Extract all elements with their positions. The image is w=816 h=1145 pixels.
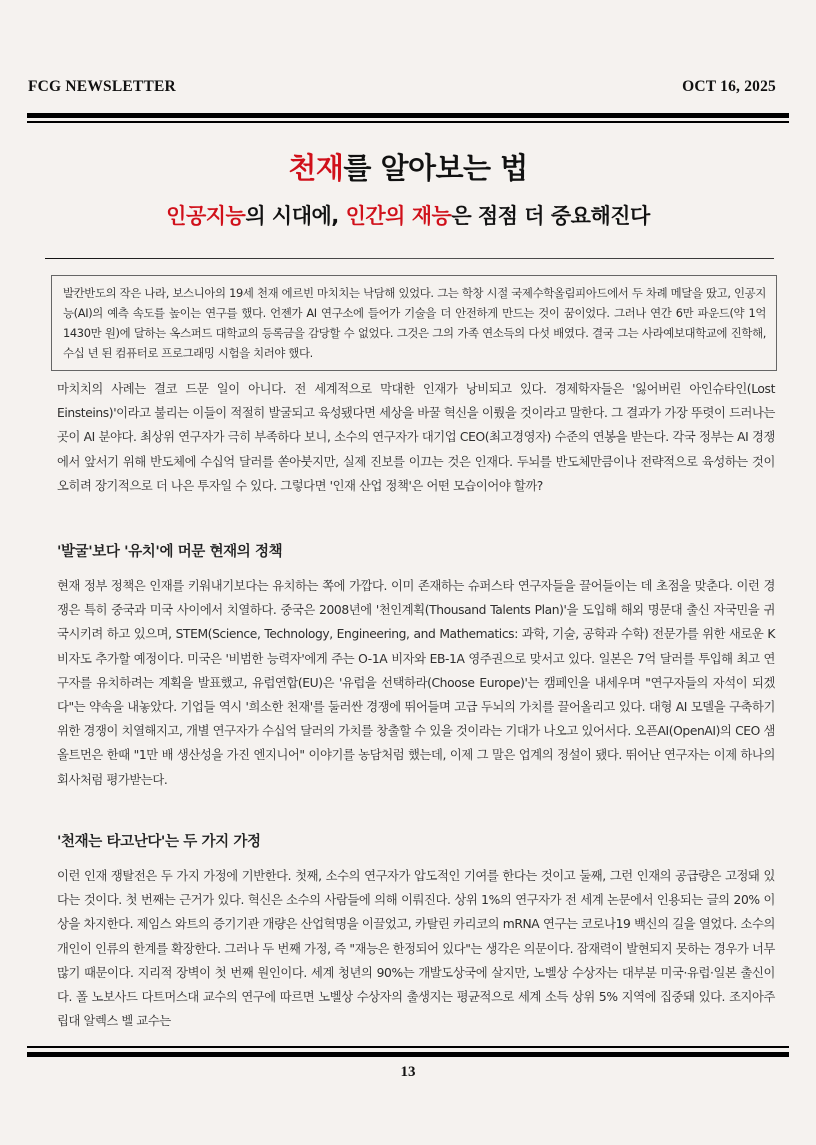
subtitle-highlight-2: 인간의 재능 [345,204,452,228]
intro-paragraph: 마치치의 사례는 결코 드문 일이 아니다. 전 세계적으로 막대한 인재가 낭비되고 있다. 경제학자들은 '잃어버린 아인슈타인(Lost Einsteins)'이라고 불리는 이들이 적절히 발굴되고 육성됐다면 세상을 바꿀 혁신을 이뤘을 것이라고 말한다. 그 결과가 가장 뚜렷이 드러나는 곳이 AI 분야다. 최상위 연구자가 극히 부족하다 보니, 소수의 연구자가 대기업 CEO(최고경영자) 수준의 연봉을 받는다. 각국 정부는 AI 경쟁에서 앞서기 위해 반도체에 수십억 달러를 쏟아붓지만, 실제 진보를 이끄는 것은 인재다. 두뇌를 반도체만큼이나 전략적으로 육성하는 것이 오히려 장기적으로 더 나은 투자일 수 있다. 그렇다면 '인재 산업 정책'은 어떤 모습이어야 할까? [57,382,775,493]
lede-callout-box [51,275,777,371]
subtitle-text-1: 의 시대에, [245,204,346,228]
title-divider [45,258,774,259]
issue-date: OCT 16, 2025 [682,78,776,95]
footer-rule-thin [27,1046,789,1048]
publication-name: FCG NEWSLETTER [28,78,176,95]
section-heading-1: '발굴'보다 '유치'에 머문 현재의 정책 [57,544,283,560]
masthead [28,78,776,96]
page-subtitle [0,200,816,230]
header-rule-thin [27,121,789,123]
header-rule-thick [27,113,789,118]
subtitle-highlight-1: 인공지능 [166,204,246,228]
page-number: 13 [400,1064,416,1080]
subtitle-text-2: 은 점점 더 중요해진다 [451,204,650,228]
title-highlight: 천재 [288,151,344,185]
page-title [0,146,816,187]
footer-rule-thick [27,1052,789,1057]
title-rest: 를 알아보는 법 [343,151,528,185]
section-paragraph-2: 이런 인재 쟁탈전은 두 가지 가정에 기반한다. 첫째, 소수의 연구자가 압도적인 기여를 한다는 것이고 둘째, 그런 인재의 공급량은 고정돼 있다는 것이다. 첫 번째는 근거가 있다. 혁신은 소수의 사람들에 의해 이뤄진다. 상위 1%의 연구자가 전 세계 논문에서 인용되는 글의 20% 이상을 차지한다. 제임스 와트의 증기기관 개량은 산업혁명을 이끌었고, 카탈린 카리코의 mRNA 연구는 코로나19 백신의 길을 열었다. 소수의 개인이 인류의 한계를 확장한다. 그러나 두 번째 가정, 즉 "재능은 한정되어 있다"는 생각은 의문이다. 잠재력이 발현되지 못하는 경우가 너무 많기 때문이다. 지리적 장벽이 첫 번째 원인이다. 세계 청년의 90%는 개발도상국에 살지만, 노벨상 수상자는 대부분 미국·유럽·일본 출신이다. 폴 노보사드 다트머스대 교수의 연구에 따르면 노벨상 수상자의 출생지는 평균적으로 세계 소득 상위 5% 지역에 집중돼 있다. 조지아주립대 알렉스 벨 교수는 [57,869,775,1029]
section-paragraph-1: 현재 정부 정책은 인재를 키워내기보다는 유치하는 쪽에 가깝다. 이미 존재하는 슈퍼스타 연구자들을 끌어들이는 데 초점을 맞춘다. 이런 경쟁은 특히 중국과 미국 사이에서 치열하다. 중국은 2008년에 '천인계획(Thousand Talents Plan)'을 도입해 해외 명문대 출신 자국민을 귀국시키려 하고 있으며, STEM(Science, Technology, Engineering, and Mathematics: 과학, 기술, 공학과 수학) 전문가를 위한 새로운 K비자도 추가할 예정이다. 미국은 '비범한 능력자'에게 주는 O-1A 비자와 EB-1A 영주권으로 맞서고 있다. 일본은 7억 달러를 투입해 최고 연구자를 유치하려는 계획을 발표했고, 유럽연합(EU)은 '유럽을 선택하라(Choose Europe)'는 캠페인을 내세우며 "연구자들의 자석이 되겠다"는 약속을 내놓았다. 기업들 역시 '희소한 천재'를 둘러싼 경쟁에 뛰어들며 고급 두뇌의 가치를 끌어올리고 있다. 대형 AI 모델을 구축하기 위한 경쟁이 치열해지고, 개별 연구자가 수십억 달러의 가치를 창출할 수 있을 것이라는 기대가 나오고 있어서다. 오픈AI(OpenAI)의 CEO 샘 올트먼은 한때 "1만 배 생산성을 가진 엔지니어" 이야기를 농담처럼 했는데, 이제 그 말은 업계의 정설이 됐다. 뛰어난 연구자는 이제 하나의 회사처럼 평가받는다. [57,579,775,787]
section-heading-2: '천재는 타고난다'는 두 가지 가정 [57,834,261,850]
lede-callout-text: 발칸반도의 작은 나라, 보스니아의 19세 천재 에르빈 마치치는 낙담해 있었다. 그는 학창 시절 국제수학올림피아드에서 두 차례 메달을 땄고, 인공지능(AI)의 예측 속도를 높이는 연구를 했다. 언젠가 AI 연구소에 들어가 기술을 더 안전하게 만드는 것이 꿈이었다. 그러나 연간 6만 파운드(약 1억1430만 원)에 달하는 옥스퍼드 대학교의 등록금을 감당할 수 없었다. 그것은 그의 가족 연소득의 다섯 배였다. 결국 그는 사라예보대학교에 진학해, 수십 년 된 컴퓨터로 프로그래밍 시험을 치러야 했다. [63,286,766,360]
